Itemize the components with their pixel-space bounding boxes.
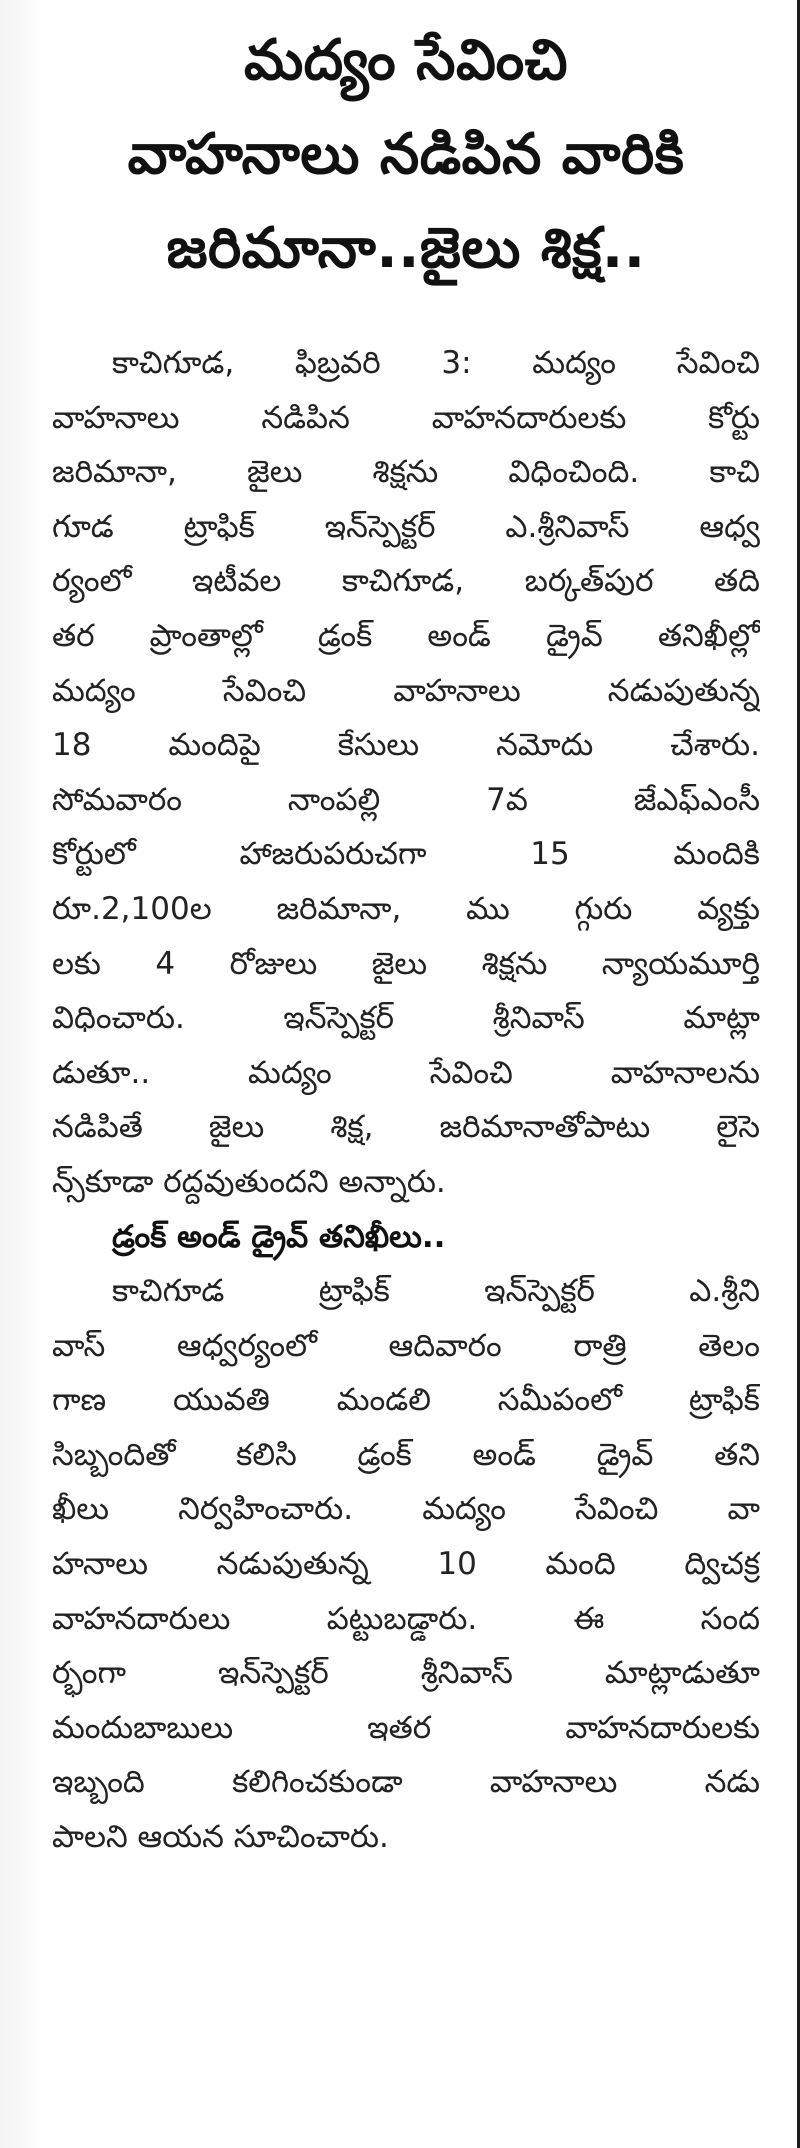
text-line: కోర్టులో హాజరుపరుచగా 15 మందికి xyxy=(52,836,760,873)
text-line: సోమవారం నాంపల్లి 7వ జేఎఫ్ఎంసీ xyxy=(52,781,760,818)
text-line: న్స్‌కూడా రద్దవుతుందని అన్నారు. xyxy=(52,1163,446,1200)
paragraph-court-verdict xyxy=(52,336,760,1210)
text-line: పాలని ఆయన సూచించారు. xyxy=(52,1819,389,1856)
text-line: హనాలు నడుపుతున్న 10 మంది ద్విచక్ర xyxy=(52,1546,760,1583)
headline-line: మద్యం సేవించి xyxy=(243,28,569,93)
text-line: నడిపితే జైలు శిక్ష, జరిమానాతోపాటు లైసె xyxy=(52,1109,760,1146)
text-line: ర్యంలో ఇటీవల కాచిగూడ, బర్కత్‌పుర తది xyxy=(52,563,760,600)
text-line: జరిమానా, జైలు శిక్షను విధించింది. కాచి xyxy=(52,454,760,491)
text-line: వాహనదారులు పట్టుబడ్డారు. ఈ సంద xyxy=(52,1600,760,1637)
section-subheading: డ్రంక్ అండ్ డ్రైవ్ తనిఖీలు.. xyxy=(112,1218,446,1255)
news-article xyxy=(52,14,760,1865)
headline-line: వాహనాలు నడిపిన వారికి xyxy=(127,122,685,187)
text-line: మందుబాబులు ఇతర వాహనదారులకు xyxy=(52,1709,760,1746)
text-line: గాణ యువతి మండలి సమీపంలో ట్రాఫిక్ xyxy=(52,1382,760,1419)
text-line: వాహనాలు నడిపిన వాహనదారులకు కోర్టు xyxy=(52,399,760,436)
text-line: రూ.2,100ల జరిమానా, ము గ్గురు వ్యక్తు xyxy=(52,890,760,927)
paragraph-drive-checks xyxy=(52,1264,760,1865)
headline-line: జరిమానా..జైలు శిక్ష.. xyxy=(166,216,646,281)
text-line: కాచిగూడ, ఫిబ్రవరి 3: మద్యం సేవించి xyxy=(112,345,760,381)
article-body xyxy=(52,336,760,1865)
text-line: గూడ ట్రాఫిక్ ఇన్‌స్పెక్టర్ ఎ.శ్రీనివాస్ ఆధ్వ xyxy=(52,508,760,545)
text-line: సిబ్బందితో కలిసి డ్రంక్ అండ్ డ్రైవ్ తని xyxy=(52,1436,760,1473)
text-line: లకు 4 రోజులు జైలు శిక్షను న్యాయమూర్తి xyxy=(52,945,760,982)
text-line: మద్యం సేవించి వాహనాలు నడుపుతున్న xyxy=(52,672,760,709)
article-headline xyxy=(52,14,760,296)
text-line: తర ప్రాంతాల్లో డ్రంక్ అండ్ డ్రైవ్ తనిఖీల్లో xyxy=(52,617,760,654)
text-line: కాచిగూడ ట్రాఫిక్ ఇన్‌స్పెక్టర్ ఎ.శ్రీని xyxy=(112,1273,760,1310)
text-line: ర్భంగా ఇన్‌స్పెక్టర్ శ్రీనివాస్ మాట్లాడుతూ xyxy=(52,1655,760,1692)
text-line: ఇబ్బంది కలిగించకుండా వాహనాలు నడు xyxy=(52,1764,760,1801)
page-margin xyxy=(0,0,40,2148)
text-line: ఖీలు నిర్వహించారు. మద్యం సేవించి వా xyxy=(52,1491,760,1528)
text-line: వాస్ ఆధ్వర్యంలో ఆదివారం రాత్రి తెలం xyxy=(52,1327,760,1364)
text-line: విధించారు. ఇన్‌స్పెక్టర్ శ్రీనివాస్ మాట్లా xyxy=(52,1000,760,1037)
text-line: 18 మందిపై కేసులు నమోదు చేశారు. xyxy=(52,727,760,764)
text-line: డుతూ.. మద్యం సేవించి వాహనాలను xyxy=(52,1054,760,1091)
